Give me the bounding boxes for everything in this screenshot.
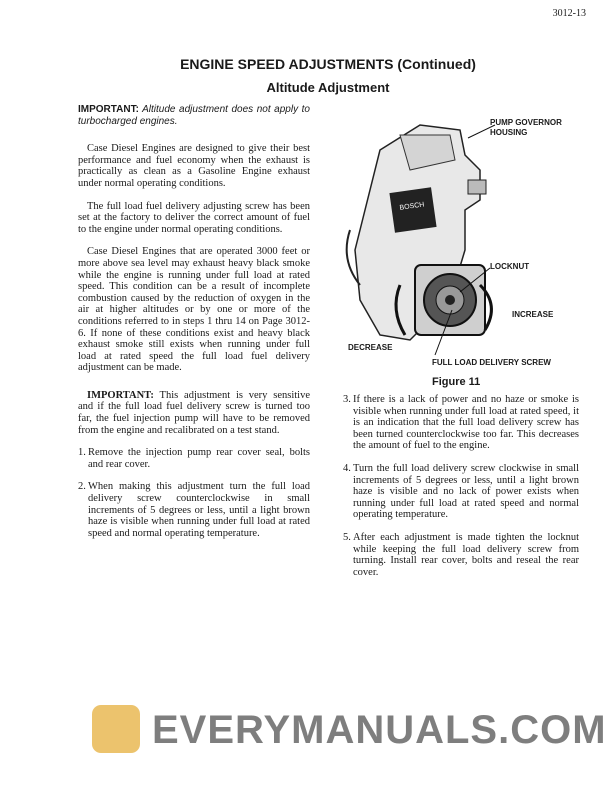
label-decrease: DECREASE xyxy=(348,343,393,352)
important-text: This adjustment is very sensitive and if the full load fuel delivery screw is turned too far, the fuel injection pump will have to be removed from the engine and recalibrated on a test stand. xyxy=(78,389,310,436)
pump-nameplate: BOSCH xyxy=(399,201,425,212)
step-text: If there is a lack of power and no haze or smoke is visible when running under full load at rated speed, it is an indication that the full load delivery screw has been turned counterclockwise too far. This decreases the amount of fuel to the engine. xyxy=(353,394,579,452)
important-note-altitude xyxy=(78,104,310,127)
watermark-logo xyxy=(92,705,140,753)
figure-caption: Figure 11 xyxy=(432,376,481,388)
label-increase: INCREASE xyxy=(512,310,554,319)
step-number: 2. xyxy=(78,481,86,493)
step-item xyxy=(78,447,310,470)
step-number: 4. xyxy=(343,462,351,474)
page-number: 3012-13 xyxy=(552,8,586,19)
label-pump-governor-housing: PUMP GOVERNOR HOUSING xyxy=(490,118,562,137)
important-label: IMPORTANT: xyxy=(78,104,139,115)
paragraph: The full load fuel delivery adjusting screw has been set at the factory to deliver the correct amount of fuel to the engine under normal operating conditions. xyxy=(78,200,310,235)
step-item xyxy=(78,481,310,539)
watermark: EVERYMANUALS.COM xyxy=(152,708,607,752)
step-item xyxy=(343,532,579,578)
important-note-sensitive xyxy=(78,390,310,436)
important-text: Altitude adjustment does not apply to turbocharged engines. xyxy=(78,104,310,127)
step-text: When making this adjustment turn the full load delivery screw counterclockwise in small increments of 5 degrees or less, until a light brown haze is visible when running under full load at rated speed and normal operating temperature. xyxy=(88,481,310,539)
step-number: 5. xyxy=(343,531,351,543)
step-item xyxy=(343,463,579,521)
step-text: Remove the injection pump rear cover seal, bolts and rear cover. xyxy=(88,447,310,470)
section-title: Altitude Adjustment xyxy=(266,80,390,95)
injection-pump-drawing xyxy=(340,110,590,375)
paragraph: Case Diesel Engines that are operated 3000 feet or more above sea level may exhaust heavy black smoke while the engine is running under full load at rated speed. This condition can be a result of incomplete combustion caused by the reduction of oxygen in the air at higher altitudes or by one or more of the conditions referred to in steps 1 thru 14 on Page 3012-6. If none of these conditions exist and heavy black exhaust smoke still exists when running under full load at rated speed the full load fuel delivery adjustment can be made. xyxy=(78,246,310,374)
paragraph: Case Diesel Engines are designed to give their best performance and fuel economy when the exhaust is practically as clean as a Gasoline Engine exhaust under normal operating conditions. xyxy=(78,143,310,189)
step-text: After each adjustment is made tighten the locknut while keeping the full load delivery screw from turning. Install rear cover, bolts and reseal the rear cover. xyxy=(353,531,579,578)
left-column xyxy=(78,104,310,550)
label-full-load-delivery-screw: FULL LOAD DELIVERY SCREW xyxy=(432,358,551,367)
important-label: IMPORTANT: xyxy=(87,389,154,401)
right-column xyxy=(343,394,579,589)
step-item xyxy=(343,394,579,452)
step-number: 1. xyxy=(78,447,86,459)
page-title: ENGINE SPEED ADJUSTMENTS (Continued) xyxy=(180,56,476,72)
step-text: Turn the full load delivery screw clockwise in small increments of 5 degrees or less, until a light brown haze is visible and no lack of power exists when running under full load at rated speed and normal operating temperature. xyxy=(353,462,579,521)
label-locknut: LOCKNUT xyxy=(490,262,530,271)
figure-11-illustration xyxy=(340,110,590,375)
step-number: 3. xyxy=(343,394,351,405)
